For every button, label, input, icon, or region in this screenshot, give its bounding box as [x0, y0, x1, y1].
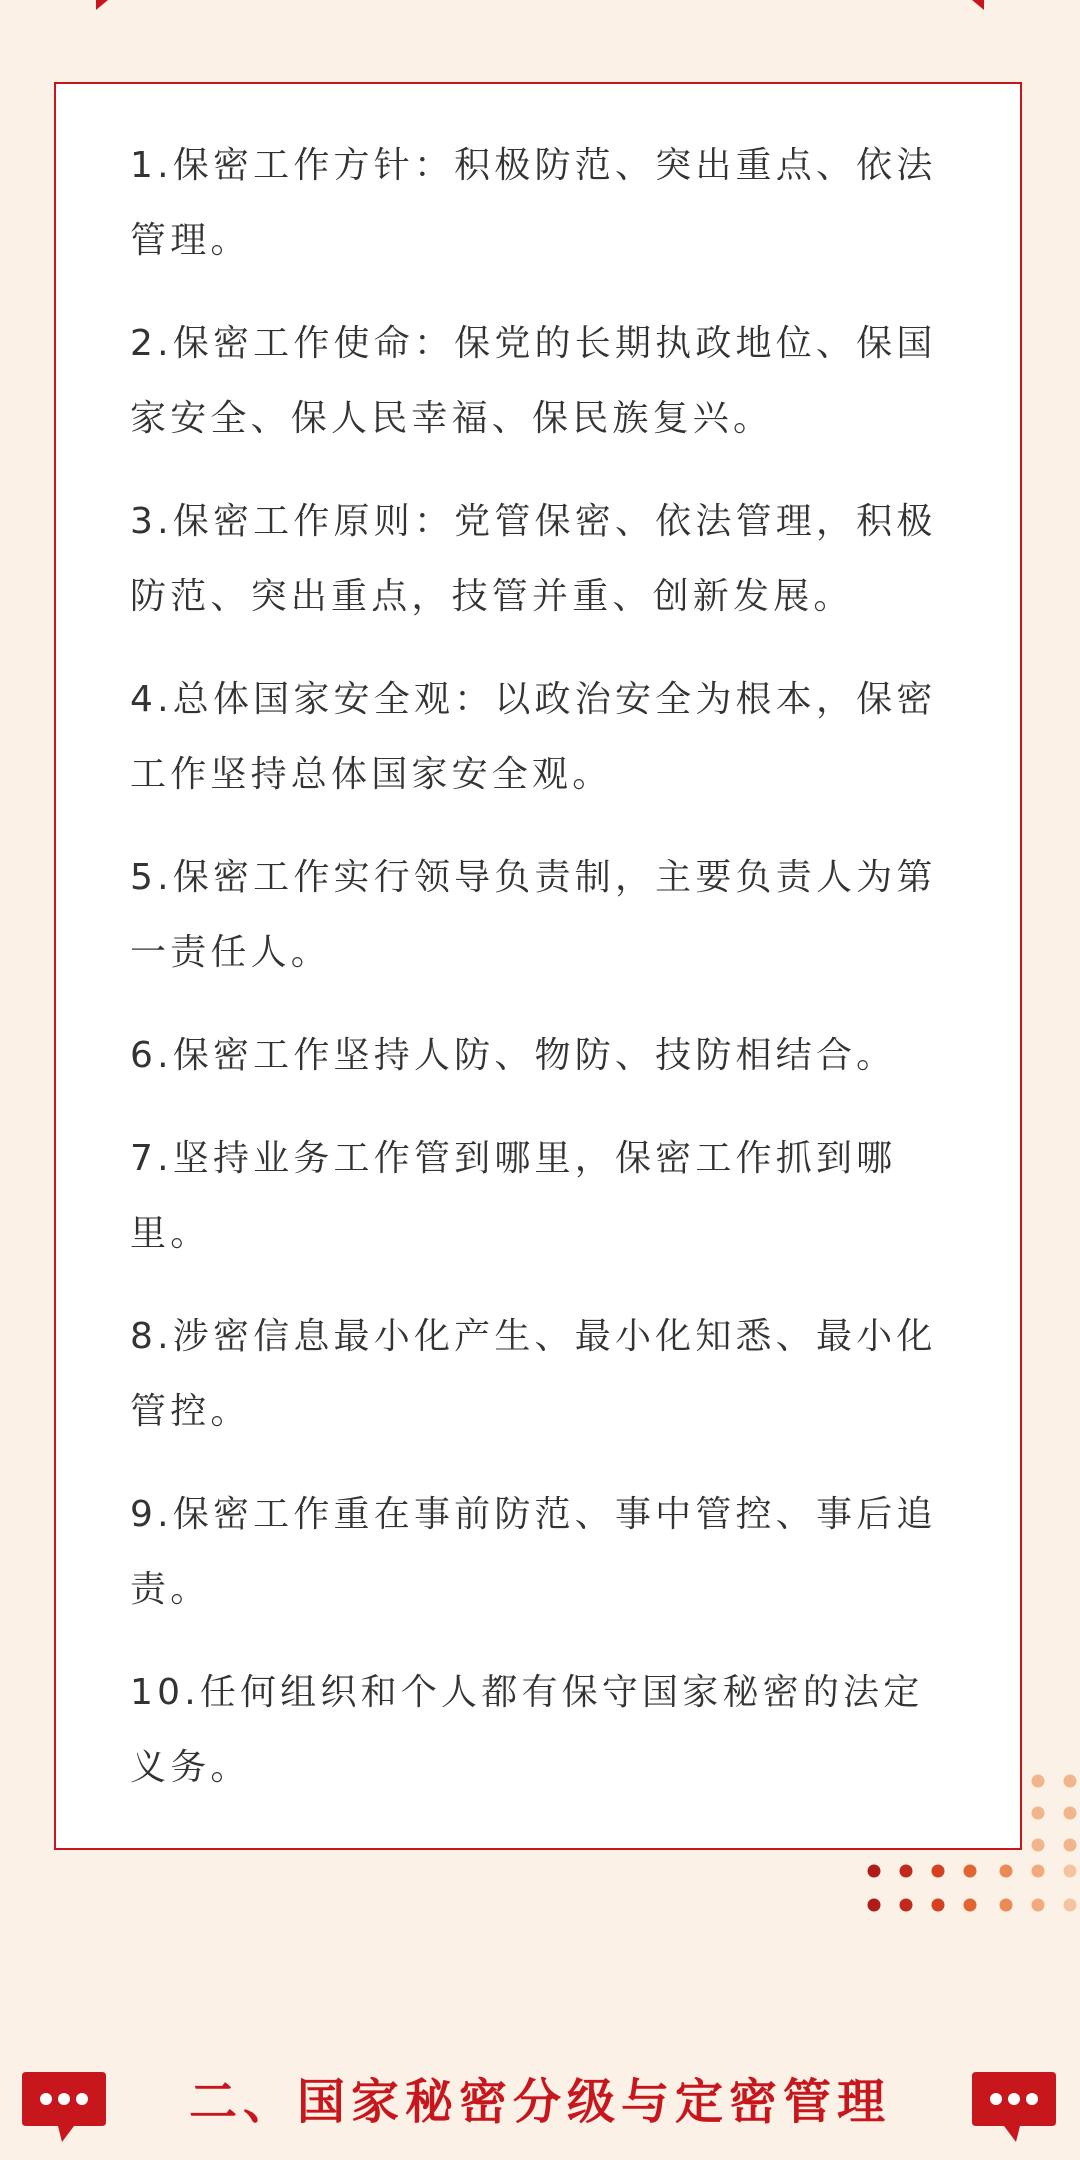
rule-item-5: 5.保密工作实行领导负责制，主要负责人为第一责任人。	[130, 857, 937, 973]
rule-item-10: 10.任何组织和个人都有保守国家秘密的法定义务。	[130, 1672, 924, 1788]
rule-item-9: 9.保密工作重在事前防范、事中管控、事后追责。	[130, 1494, 937, 1610]
rule-item-6: 6.保密工作坚持人防、物防、技防相结合。	[130, 1035, 897, 1076]
rule-item-8: 8.涉密信息最小化产生、最小化知悉、最小化管控。	[130, 1316, 937, 1432]
rule-item-7: 7.坚持业务工作管到哪里，保密工作抓到哪里。	[130, 1138, 897, 1254]
rule-item-3: 3.保密工作原则：党管保密、依法管理，积极防范、突出重点，技管并重、创新发展。	[130, 501, 937, 617]
rules-card	[54, 82, 1022, 1850]
section-heading: 二、国家秘密分级与定密管理	[188, 2074, 891, 2130]
chat-bubble-icon	[972, 2072, 1056, 2144]
corner-ornament-left	[96, 0, 108, 10]
rules-list	[130, 128, 950, 1833]
corner-ornament-right	[972, 0, 984, 10]
rule-item-1: 1.保密工作方针：积极防范、突出重点、依法管理。	[130, 145, 937, 261]
rule-item-2: 2.保密工作使命：保党的长期执政地位、保国家安全、保人民幸福、保民族复兴。	[130, 323, 937, 439]
rule-item-4: 4.总体国家安全观：以政治安全为根本，保密工作坚持总体国家安全观。	[130, 679, 937, 795]
